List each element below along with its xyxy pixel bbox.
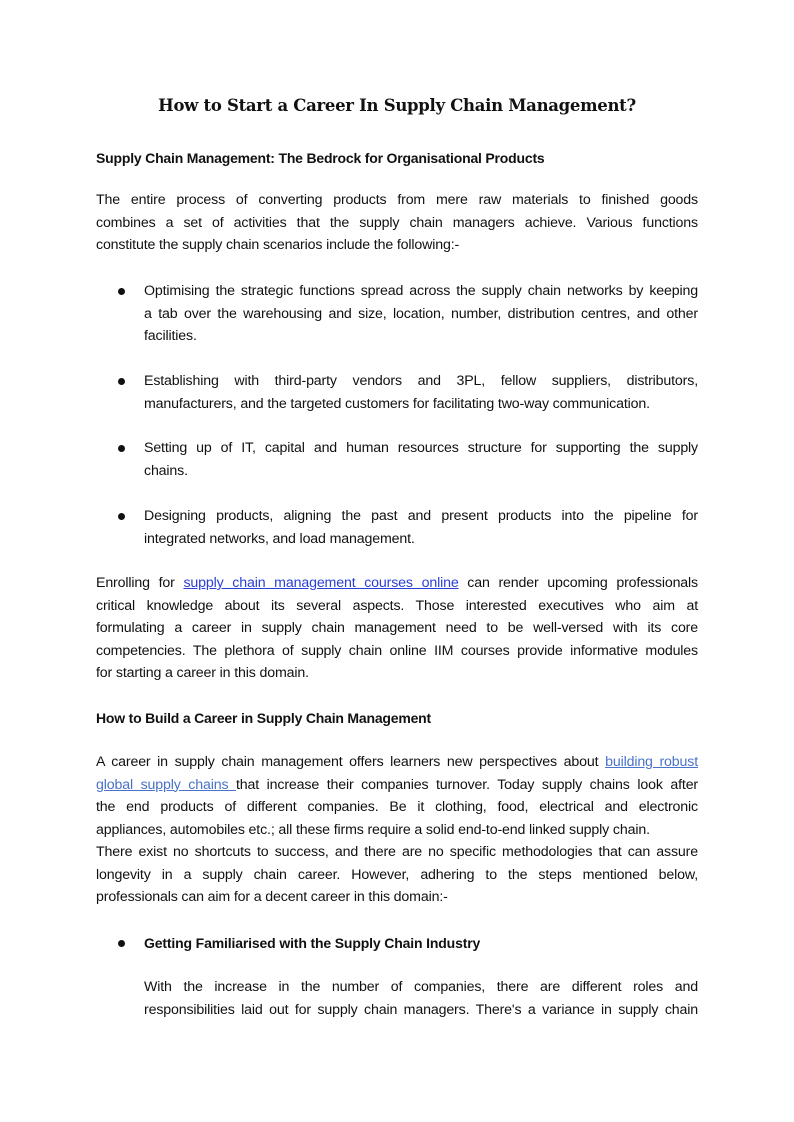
text-line: appliances, automobiles etc.; all these firms require a solid end-to-end linked supply chain. <box>96 821 650 838</box>
text-line: chains. <box>144 462 188 479</box>
text-line <box>96 572 698 595</box>
text-line: for starting a career in this domain. <box>96 665 309 681</box>
text-line: responsibilities laid out for supply chain managers. There's a variance in supply chain <box>144 1001 698 1018</box>
text-line: Setting up of IT, capital and human resources structure for supporting the supply <box>144 440 698 456</box>
text-line: formulating a career in supply chain management need to be well-versed with its core <box>96 620 698 636</box>
section-heading-bedrock: Supply Chain Management: The Bedrock for Organisational Products <box>96 150 545 166</box>
text-segment: A career in supply chain management offers learners new perspectives about <box>96 754 606 770</box>
text-line: Optimising the strategic functions spread across the supply chain networks by keeping <box>144 283 698 299</box>
text-line: Establishing with third-party vendors and 3PL, fellow suppliers, distributors, <box>144 373 698 389</box>
text-line <box>96 751 698 774</box>
text-line: There exist no shortcuts to success, and there are no specific methodologies that can assure <box>96 844 698 860</box>
document-title: How to Start a Career In Supply Chain Management? <box>158 96 636 115</box>
courses-online-link[interactable]: supply chain management courses online <box>183 575 459 591</box>
text-line: a tab over the warehousing and size, location, number, distribution centres, and other <box>144 305 698 322</box>
robust-supply-chains-link-part2[interactable]: global supply chains <box>96 776 236 793</box>
bullet-icon <box>118 513 125 520</box>
text-line <box>96 774 698 797</box>
text-line: manufacturers, and the targeted customers for facilitating two-way communication. <box>144 395 650 412</box>
robust-supply-chains-link-part1[interactable]: building robust <box>605 754 699 770</box>
text-segment: that increase their companies turnover. Today supply chains look after <box>236 776 699 793</box>
intro-paragraph <box>96 189 698 257</box>
bullet-icon <box>118 288 125 295</box>
text-line: facilities. <box>144 328 197 344</box>
bullet-icon <box>118 940 125 947</box>
step-heading: Getting Familiarised with the Supply Chain Industry <box>144 935 481 951</box>
text-line: integrated networks, and load management. <box>144 530 415 547</box>
text-line: professionals can aim for a decent career in this domain:- <box>96 889 448 905</box>
bullet-icon <box>118 445 125 452</box>
text-line: The entire process of converting products from mere raw materials to finished goods <box>96 192 698 208</box>
text-line: Designing products, aligning the past and present products into the pipeline for <box>144 508 698 524</box>
bullet-icon <box>118 378 125 385</box>
enrolling-paragraph <box>96 572 698 685</box>
section-heading-build-career: How to Build a Career in Supply Chain Management <box>96 710 431 726</box>
text-segment: Enrolling for <box>96 575 184 591</box>
text-line: combines a set of activities that the supply chain managers achieve. Various functions <box>96 214 698 231</box>
text-line: critical knowledge about its several aspects. Those interested executives who aim at <box>96 597 698 614</box>
text-line: constitute the supply chain scenarios include the following:- <box>96 237 460 253</box>
career-paragraph <box>96 751 698 909</box>
text-line: competencies. The plethora of supply chain online IIM courses provide informative modules <box>96 642 698 659</box>
text-line: With the increase in the number of companies, there are different roles and <box>144 979 698 995</box>
text-line: longevity in a supply chain career. However, adhering to the steps mentioned below, <box>96 866 698 883</box>
text-segment: can render upcoming professionals <box>458 575 698 591</box>
text-line: the end products of different companies. Be it clothing, food, electrical and electronic <box>96 799 698 815</box>
step-paragraph <box>144 976 698 1021</box>
